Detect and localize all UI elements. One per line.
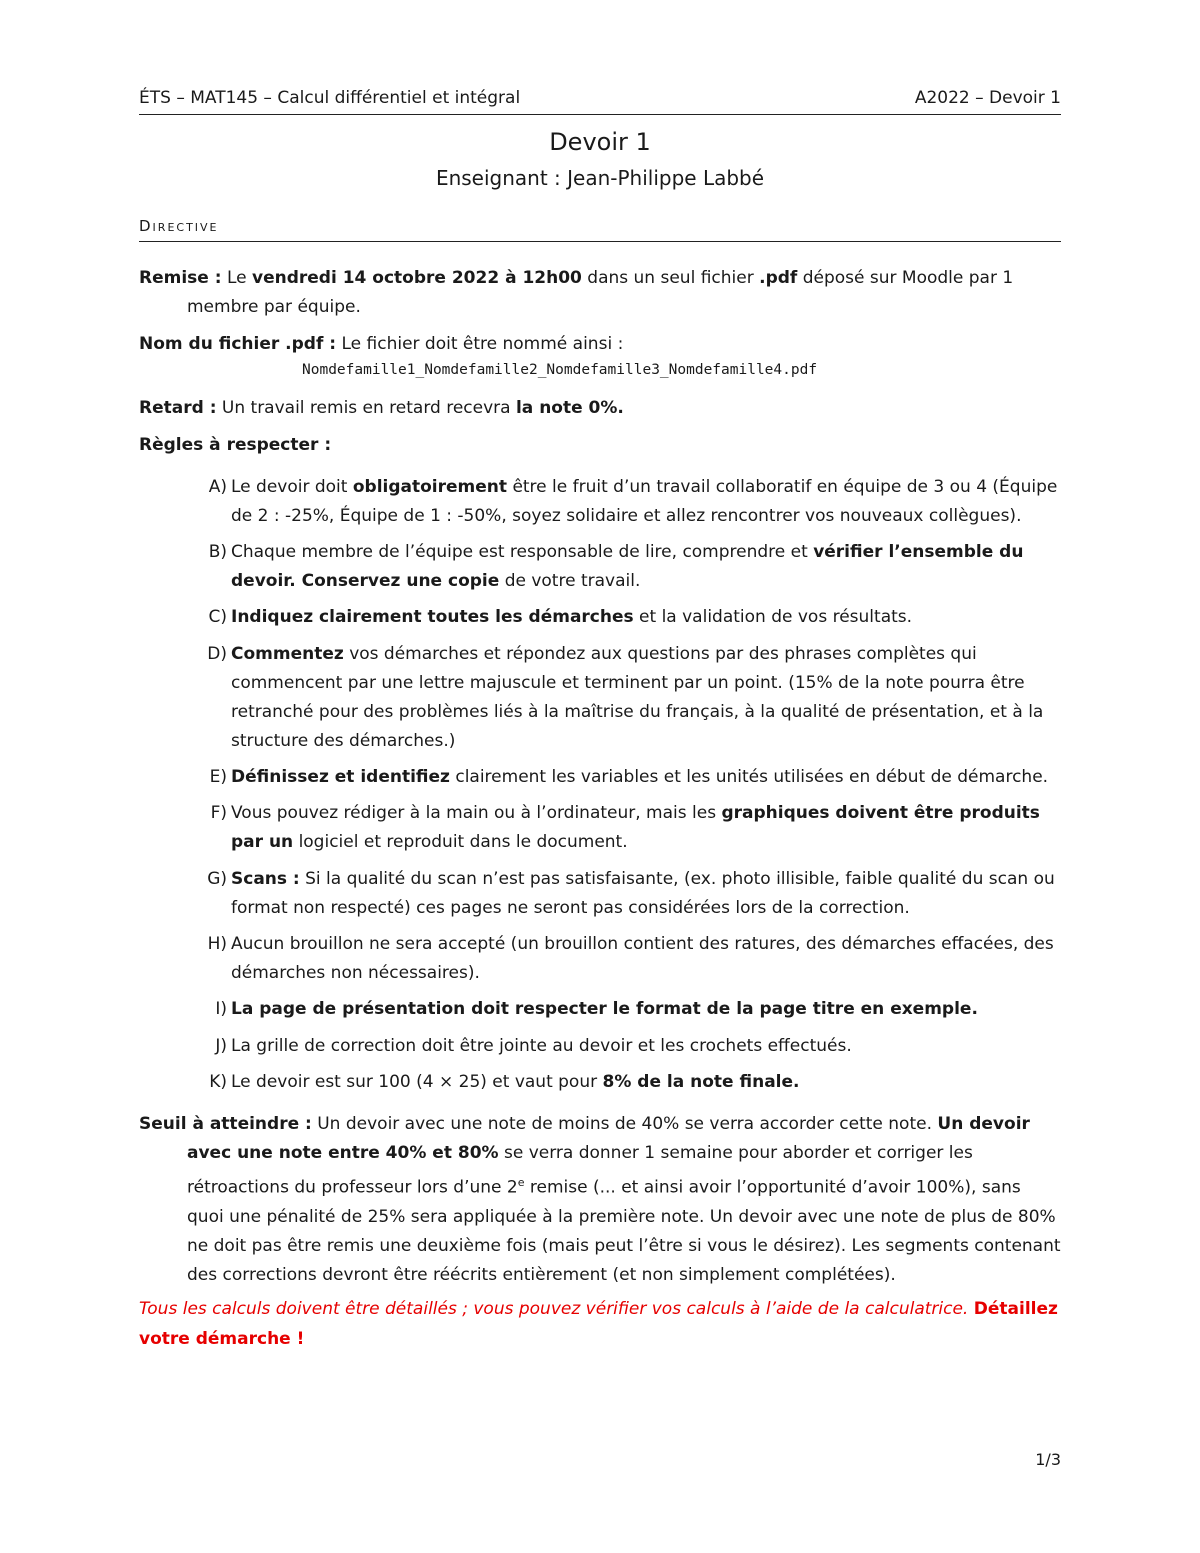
retard-paragraph xyxy=(139,394,1061,423)
seuil-superscript: e xyxy=(517,1176,525,1189)
rule-emphasis: vérifier l’ensemble du devoir. Conservez une copie xyxy=(231,542,1024,591)
seuil-text-2: se verra donner 1 semaine pour aborder et corriger les rétroactions du professeur lors d’une 2 xyxy=(187,1143,973,1198)
page-number: 1/3 xyxy=(1035,1450,1061,1469)
rule-emphasis: 8% de la note finale. xyxy=(602,1072,800,1092)
rule-label: I) xyxy=(215,999,227,1019)
rule-text: Le devoir doit xyxy=(231,477,348,497)
rule-label: B) xyxy=(208,542,227,562)
remise-label: Remise : xyxy=(139,268,222,288)
filename-text: Le fichier doit être nommé ainsi : xyxy=(341,334,624,354)
page-subtitle: Enseignant : Jean-Philippe Labbé xyxy=(435,166,765,190)
rule-label: J) xyxy=(215,1036,227,1056)
rule-label: A) xyxy=(208,477,227,497)
rule-emphasis: Commentez xyxy=(231,644,344,664)
document-page xyxy=(139,0,1061,1553)
remise-date: vendredi 14 octobre 2022 à 12h00 xyxy=(251,268,582,288)
rule-emphasis: Indiquez clairement toutes les démarches xyxy=(231,607,634,627)
calculation-note-bold: Détaillez votre démarche ! xyxy=(139,1299,1058,1349)
remise-paragraph xyxy=(139,264,1061,322)
retard-note: la note 0%. xyxy=(515,398,624,418)
remise-text-2: dans un seul fichier xyxy=(587,268,754,288)
rule-emphasis: La page de présentation doit respecter le format de la page titre en exemple. xyxy=(231,999,978,1019)
rule-text: vos démarches et répondez aux questions par des phrases complètes qui commencent par une lettre majuscule et terminent par un point. (15% de la note pourra être retranché pour des problèmes liés à la maîtrise du français, à la qualité de présentation, et à la structure des démarches.) xyxy=(231,644,1044,751)
rule-text: de votre travail. xyxy=(504,571,641,591)
seuil-paragraph xyxy=(139,1110,1061,1290)
rules-heading xyxy=(139,431,1061,460)
rule-text: Le devoir est sur 100 (4 × 25) et vaut pour xyxy=(231,1072,598,1092)
header-course: ÉTS – MAT145 – Calcul différentiel et intégral xyxy=(139,88,521,108)
rule-label: C) xyxy=(208,607,227,627)
rule-label: G) xyxy=(207,869,227,889)
seuil-label: Seuil à atteindre : xyxy=(139,1114,312,1134)
header-assignment: A2022 – Devoir 1 xyxy=(914,88,1061,108)
filename-example: Nomdefamille1_Nomdefamille2_Nomdefamille3_Nomdefamille4.pdf xyxy=(302,362,818,378)
rule-label: E) xyxy=(209,767,227,787)
rule-emphasis: graphiques doivent être produits par un xyxy=(231,803,1040,852)
rule-label: K) xyxy=(209,1072,227,1092)
rule-text: et la validation de vos résultats. xyxy=(639,607,913,627)
rule-text: Chaque membre de l’équipe est responsable de lire, comprendre et xyxy=(231,542,808,562)
rule-emphasis: Définissez et identifiez xyxy=(231,767,450,787)
seuil-text-3: remise (... et ainsi avoir l’opportunité d’avoir 100%), sans quoi une pénalité de 25% sera appliquée à la première note. Un devoir avec une note de plus de 80% ne doit pas être remis une deuxième fois (mais peut l’être si vous le désirez). Les segments contenant des corrections devront être réécrits entièrement (et non simplement complétées). xyxy=(187,1177,1061,1285)
rule-text: être le fruit d’un travail collaboratif en équipe de 3 ou 4 (Équipe de 2 : -25%, Équipe de 1 : -50%, soyez solidaire et allez rencontrer vos nouveaux collègues). xyxy=(231,477,1058,526)
calculation-note xyxy=(139,1294,1061,1354)
filename-paragraph xyxy=(139,330,1061,359)
retard-text: Un travail remis en retard recevra xyxy=(221,398,511,418)
rule-label: H) xyxy=(207,934,227,954)
rule-text: Si la qualité du scan n’est pas satisfaisante, (ex. photo illisible, faible qualité du scan ou format non respecté) ces pages ne seront pas considérées lors de la correction. xyxy=(231,869,1055,918)
rules-label: Règles à respecter : xyxy=(139,435,332,455)
rule-text: clairement les variables et les unités utilisées en début de démarche. xyxy=(455,767,1049,787)
running-header xyxy=(139,86,1061,115)
section-heading: Directive xyxy=(139,217,1061,242)
rule-text: Aucun brouillon ne sera accepté (un brouillon contient des ratures, des démarches effacées, des démarches non nécessaires). xyxy=(231,934,1054,983)
rule-emphasis: obligatoirement xyxy=(352,477,508,497)
seuil-text-1: Un devoir avec une note de moins de 40% se verra accorder cette note. xyxy=(317,1114,932,1134)
remise-format: .pdf xyxy=(759,268,798,288)
rule-label: F) xyxy=(210,803,227,823)
rule-text: logiciel et reproduit dans le document. xyxy=(298,832,628,852)
page-title: Devoir 1 xyxy=(549,128,651,156)
rule-text: La grille de correction doit être jointe au devoir et les crochets effectués. xyxy=(231,1036,852,1056)
retard-label: Retard : xyxy=(139,398,217,418)
remise-text-1: Le xyxy=(226,268,247,288)
rule-text: Vous pouvez rédiger à la main ou à l’ordinateur, mais les xyxy=(231,803,717,823)
seuil-emphasis: Un devoir avec une note entre 40% et 80% xyxy=(187,1114,1030,1163)
filename-label: Nom du fichier .pdf : xyxy=(139,334,337,354)
remise-text-3: déposé sur Moodle par 1 membre par équipe. xyxy=(187,268,1014,317)
rule-label: D) xyxy=(207,644,227,664)
calculation-note-italic: Tous les calculs doivent être détaillés ; vous pouvez vérifier vos calculs à l’aide de la calculatrice. xyxy=(139,1299,969,1319)
rule-emphasis: Scans : xyxy=(231,869,300,889)
